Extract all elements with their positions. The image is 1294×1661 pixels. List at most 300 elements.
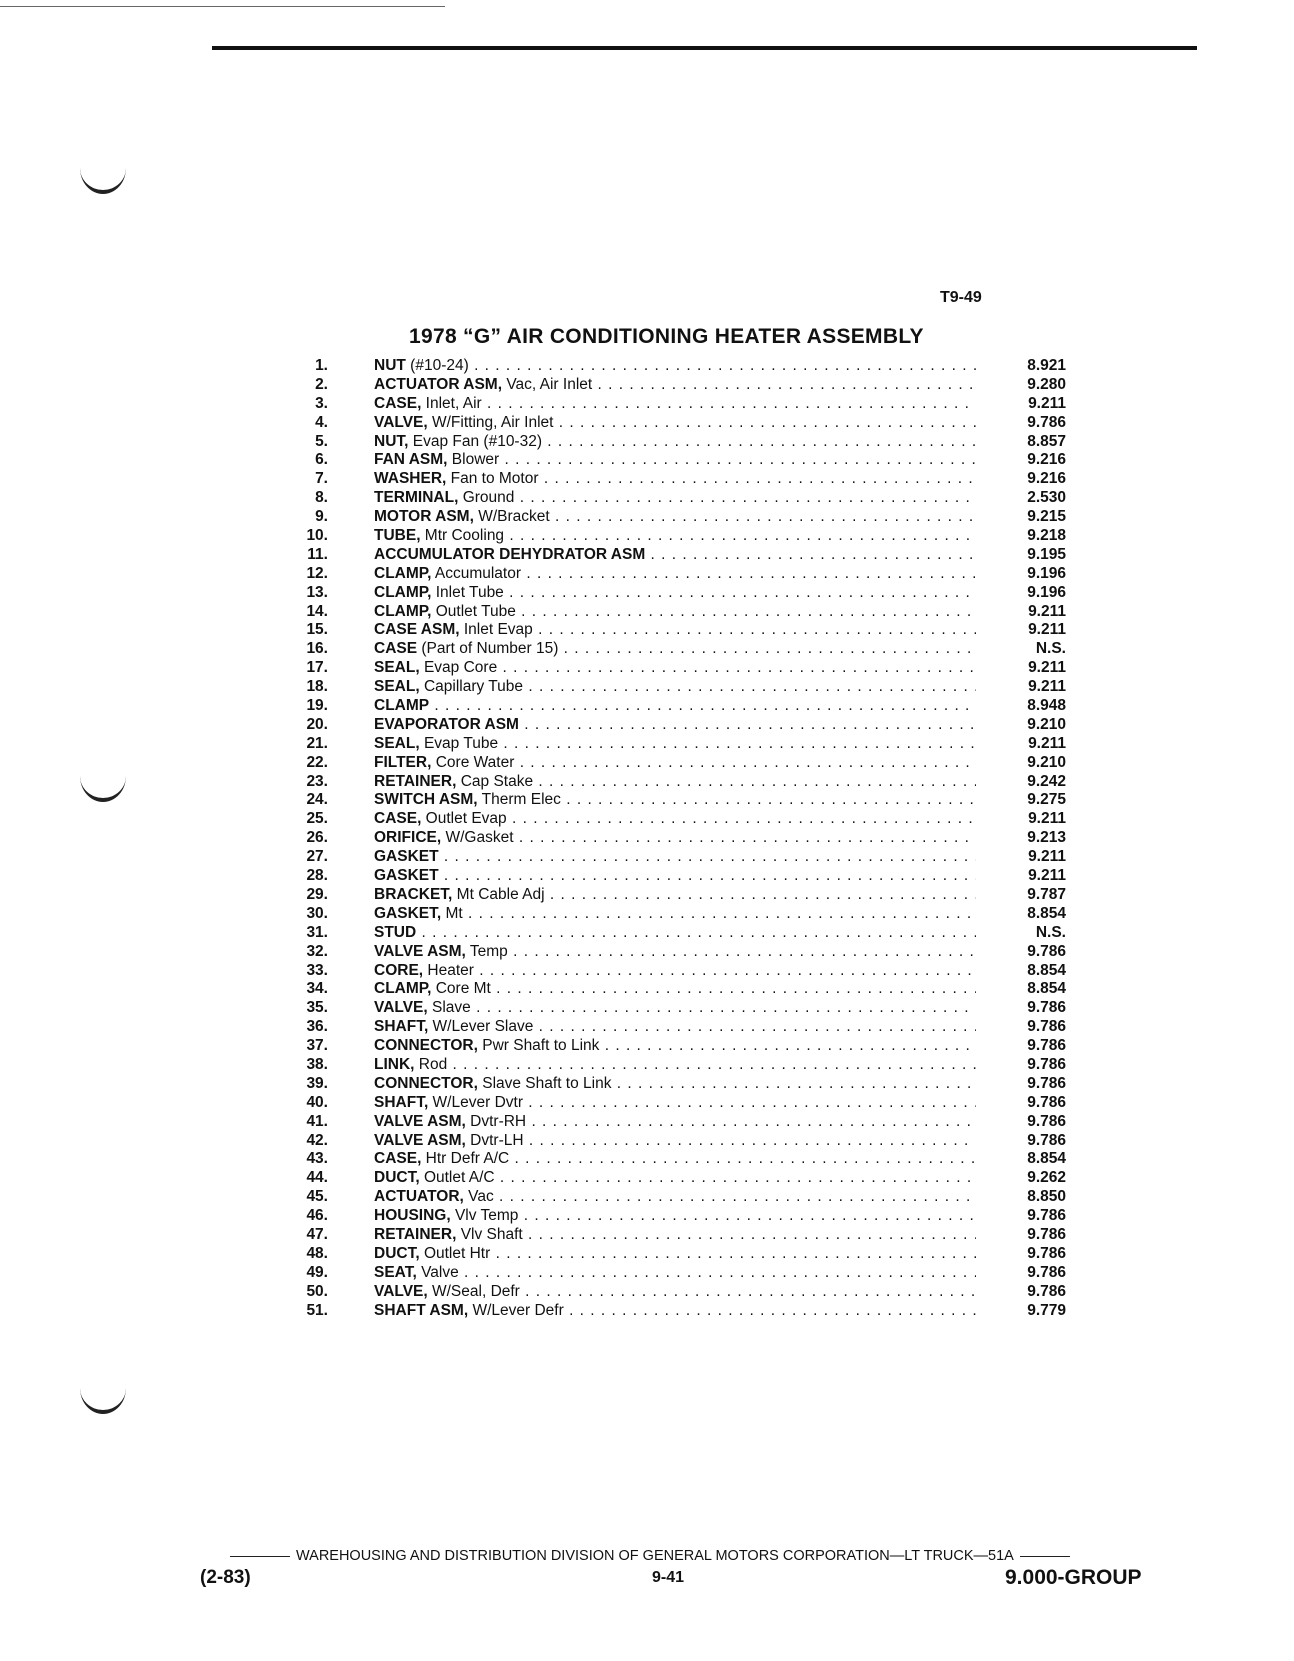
part-name: CORE, [374,961,424,979]
part-description [374,829,976,848]
part-name: SHAFT, [374,1093,429,1111]
part-name: FILTER, [374,753,432,771]
part-detail: Fan to Motor [446,470,539,488]
part-detail: W/Gasket [441,829,514,847]
part-group-code: 9.196 [1027,583,1066,601]
part-row [290,1207,1080,1226]
part-detail: Vlv Temp [450,1207,519,1225]
part-group-code: 9.211 [1028,678,1066,696]
part-description [374,1150,976,1169]
part-description [374,357,976,376]
part-number: 34. [306,980,328,998]
part-group-code: 9.779 [1027,1301,1066,1319]
part-description [374,546,976,565]
part-row [290,659,1080,678]
part-description [374,1037,976,1056]
part-name: LINK, [374,1055,415,1073]
part-description [374,1264,976,1283]
part-number: 50. [306,1282,328,1300]
part-row [290,414,1080,433]
part-group-code: 9.242 [1027,772,1066,790]
part-detail: (Part of Number 15) [417,640,559,658]
part-name: CONNECTOR, [374,1037,478,1055]
part-detail: Slave Shaft to Link [477,1074,612,1092]
part-number: 33. [306,961,328,979]
part-row [290,962,1080,981]
part-detail: Mtr Cooling [420,527,505,545]
header-rule [212,46,1197,50]
part-number: 38. [306,1055,328,1073]
footer-page-number: 9-41 [652,1569,685,1586]
part-description [374,1056,976,1075]
part-number: 37. [306,1037,328,1055]
part-row [290,640,1080,659]
part-group-code: 9.210 [1027,753,1066,771]
part-group-code: N.S. [1035,923,1066,941]
part-group-code: 8.921 [1027,357,1066,374]
part-row [290,791,1080,810]
part-number: 8. [315,489,328,507]
part-description [374,414,976,433]
part-description [374,603,976,622]
part-row [290,1037,1080,1056]
part-detail: W/Fitting, Air Inlet [427,413,554,431]
part-row [290,716,1080,735]
part-row [290,980,1080,999]
part-name: VALVE, [374,999,428,1017]
part-name: CASE, [374,394,422,412]
part-number: 49. [306,1263,328,1281]
part-name: CASE ASM, [374,621,460,639]
part-row [290,470,1080,489]
part-description [374,565,976,584]
part-row [290,1056,1080,1075]
part-number: 32. [306,942,328,960]
part-description [374,1283,976,1302]
part-number: 31. [306,923,328,941]
part-number: 51. [306,1301,328,1319]
part-group-code: 9.211 [1028,602,1066,620]
part-description [374,773,976,792]
part-detail: Outlet A/C [419,1169,495,1187]
part-group-code: 8.857 [1027,432,1066,450]
part-description [374,1245,976,1264]
part-detail: Accumulator [431,564,522,582]
part-group-code: 9.211 [1028,659,1066,677]
part-number: 13. [306,583,328,601]
part-group-code: 9.786 [1027,1037,1066,1055]
part-name: STUD [374,923,417,941]
part-row [290,735,1080,754]
part-group-code: 9.786 [1027,1263,1066,1281]
part-detail: Temp [465,942,508,960]
part-row [290,999,1080,1018]
part-description [374,1226,976,1245]
part-group-code: 9.786 [1027,1244,1066,1262]
part-detail: Evap Tube [419,734,499,752]
part-detail: Htr Defr A/C [421,1150,510,1168]
part-name: CLAMP, [374,564,432,582]
part-detail: Core Water [431,753,515,771]
part-name: SEAL, [374,678,420,696]
part-number: 22. [306,753,328,771]
part-name: EVAPORATOR ASM [374,715,519,733]
part-row [290,1113,1080,1132]
footer-division-line [230,1548,1175,1564]
part-row [290,451,1080,470]
part-detail: Blower [447,451,500,469]
part-detail: Evap Fan (#10-32) [408,432,542,450]
part-row [290,1245,1080,1264]
part-detail: Evap Core [419,659,498,677]
part-detail: Cap Stake [456,772,534,790]
part-name: SWITCH ASM, [374,791,478,809]
part-number: 12. [306,564,328,582]
part-row [290,357,1080,376]
part-name: CLAMP, [374,980,432,998]
part-group-code: 9.786 [1027,1074,1066,1092]
part-group-code: 9.280 [1027,375,1066,393]
part-row [290,924,1080,943]
part-description [374,489,976,508]
part-detail: W/Lever Dvtr [428,1093,523,1111]
footer-division: WAREHOUSING AND DISTRIBUTION DIVISION OF GENERAL MOTORS CORPORATION—LT TRUCK—51A [296,1548,1014,1564]
part-number: 14. [306,602,328,620]
part-description [374,1188,976,1207]
part-detail: Capillary Tube [419,678,524,696]
part-row [290,1302,1080,1321]
part-group-code: 9.211 [1028,621,1066,639]
part-row [290,1169,1080,1188]
part-row [290,1150,1080,1169]
part-number: 26. [306,829,328,847]
part-group-code: 9.786 [1027,1018,1066,1036]
part-group-code: 9.786 [1027,1282,1066,1300]
part-name: SEAL, [374,659,420,677]
part-description [374,640,976,659]
part-group-code: 9.786 [1027,413,1066,431]
part-description [374,659,976,678]
part-number: 2. [315,375,328,393]
part-number: 40. [306,1093,328,1111]
part-row [290,546,1080,565]
part-description [374,999,976,1018]
part-number: 15. [306,621,328,639]
part-number: 21. [306,734,328,752]
part-name: NUT, [374,432,409,450]
part-number: 42. [306,1131,328,1149]
part-group-code: 9.786 [1027,942,1066,960]
part-group-code: 9.275 [1027,791,1066,809]
part-name: GASKET, [374,904,442,922]
part-description [374,905,976,924]
part-group-code: 8.850 [1027,1188,1066,1206]
part-number: 9. [315,508,328,526]
part-detail: W/Seal, Defr [427,1282,520,1300]
part-group-code: 9.218 [1027,527,1066,545]
part-row [290,1264,1080,1283]
part-group-code: 9.787 [1027,885,1066,903]
binder-hole-mark [80,1388,126,1414]
part-row [290,1132,1080,1151]
part-group-code: 9.786 [1027,1112,1066,1130]
part-name: DUCT, [374,1169,420,1187]
part-number: 29. [306,885,328,903]
part-description [374,716,976,735]
part-row [290,1094,1080,1113]
part-group-code: 8.854 [1027,980,1066,998]
part-detail: Outlet Evap [421,810,507,828]
part-row [290,848,1080,867]
part-row [290,565,1080,584]
binder-hole-mark [80,776,126,802]
part-group-code: 9.210 [1027,715,1066,733]
part-row [290,905,1080,924]
part-detail: Outlet Tube [431,602,516,620]
part-name: TERMINAL, [374,489,459,507]
part-row [290,678,1080,697]
part-group-code: 9.215 [1027,508,1066,526]
part-detail: Valve [416,1263,459,1281]
part-group-code: 9.786 [1027,1225,1066,1243]
part-detail: Vlv Shaft [456,1225,523,1243]
part-description [374,395,976,414]
part-group-code: 9.213 [1027,829,1066,847]
part-group-code: 9.211 [1028,394,1066,412]
part-row [290,621,1080,640]
part-name: ACCUMULATOR DEHYDRATOR ASM [374,545,646,563]
part-row [290,1188,1080,1207]
part-name: ACTUATOR, [374,1188,464,1206]
part-description [374,527,976,546]
part-description [374,810,976,829]
part-name: TUBE, [374,527,421,545]
part-row [290,395,1080,414]
binder-hole-mark [80,168,126,194]
footer-rule [1020,1556,1070,1557]
part-detail: Inlet Evap [459,621,533,639]
part-group-code: 9.211 [1028,867,1066,885]
part-detail: Inlet Tube [431,583,504,601]
part-number: 43. [306,1150,328,1168]
part-detail: Slave [427,999,471,1017]
part-detail: W/Lever Defr [468,1301,564,1319]
part-name: CASE, [374,810,422,828]
part-number: 30. [306,904,328,922]
top-edge-line [0,6,445,7]
part-group-code: 9.786 [1027,999,1066,1017]
part-number: 41. [306,1112,328,1130]
part-group-code: 9.786 [1027,1055,1066,1073]
part-number: 16. [306,640,328,658]
part-group-code: 9.211 [1028,734,1066,752]
part-detail: Dvtr-LH [465,1131,524,1149]
part-group-code: 2.530 [1027,489,1066,507]
page-code: T9-49 [940,289,982,306]
part-description [374,451,976,470]
part-detail: Mt Cable Adj [452,885,545,903]
part-description [374,584,976,603]
part-row [290,1283,1080,1302]
part-name: WASHER, [374,470,447,488]
footer-date: (2-83) [200,1567,251,1588]
part-detail: (#10-24) [405,357,469,374]
part-row [290,697,1080,716]
part-row [290,1075,1080,1094]
part-detail: Vac [463,1188,494,1206]
part-number: 1. [315,357,328,374]
part-description [374,924,976,943]
part-name: GASKET [374,867,439,885]
part-detail: Mt [441,904,463,922]
part-name: SEAT, [374,1263,417,1281]
part-description [374,1094,976,1113]
part-number: 25. [306,810,328,828]
part-row [290,886,1080,905]
part-row [290,489,1080,508]
part-number: 39. [306,1074,328,1092]
part-detail: Dvtr-RH [465,1112,527,1130]
part-row [290,829,1080,848]
part-name: VALVE ASM, [374,1131,466,1149]
part-description [374,1113,976,1132]
part-number: 28. [306,867,328,885]
part-description [374,678,976,697]
part-number: 46. [306,1207,328,1225]
part-description [374,848,976,867]
part-number: 19. [306,697,328,715]
part-number: 24. [306,791,328,809]
part-name: ACTUATOR ASM, [374,375,503,393]
part-group-code: 8.854 [1027,961,1066,979]
part-group-code: 9.786 [1027,1131,1066,1149]
part-name: RETAINER, [374,772,457,790]
part-row [290,433,1080,452]
page-title: 1978 “G” AIR CONDITIONING HEATER ASSEMBLY [409,325,924,348]
part-name: VALVE ASM, [374,942,466,960]
part-detail: Pwr Shaft to Link [477,1037,600,1055]
part-description [374,962,976,981]
part-name: FAN ASM, [374,451,448,469]
part-number: 47. [306,1225,328,1243]
part-row [290,376,1080,395]
part-name: VALVE, [374,413,428,431]
part-description [374,886,976,905]
part-detail: Outlet Htr [419,1244,491,1262]
part-group-code: 9.262 [1027,1169,1066,1187]
part-name: DUCT, [374,1244,420,1262]
part-name: CASE, [374,1150,422,1168]
part-number: 44. [306,1169,328,1187]
part-number: 6. [315,451,328,469]
part-description [374,1018,976,1037]
part-description [374,1075,976,1094]
part-number: 10. [306,527,328,545]
part-row [290,810,1080,829]
part-description [374,867,976,886]
part-description [374,1302,976,1321]
part-number: 35. [306,999,328,1017]
part-number: 36. [306,1018,328,1036]
part-description [374,735,976,754]
part-row [290,773,1080,792]
part-description [374,943,976,962]
part-number: 20. [306,715,328,733]
part-name: VALVE ASM, [374,1112,466,1130]
part-number: 11. [307,545,328,563]
part-number: 4. [315,413,328,431]
part-number: 17. [306,659,328,677]
part-description [374,376,976,395]
part-row [290,867,1080,886]
part-number: 23. [306,772,328,790]
part-name: VALVE, [374,1282,428,1300]
part-group-code: 9.211 [1028,810,1066,828]
part-row [290,1018,1080,1037]
part-row [290,603,1080,622]
part-row [290,527,1080,546]
part-detail: Ground [458,489,515,507]
part-row [290,508,1080,527]
part-description [374,621,976,640]
part-name: CONNECTOR, [374,1074,478,1092]
part-group-code: 9.216 [1027,470,1066,488]
part-description [374,1132,976,1151]
part-row [290,584,1080,603]
part-detail: W/Bracket [473,508,550,526]
part-number: 7. [315,470,328,488]
part-detail: W/Lever Slave [428,1018,534,1036]
part-description [374,433,976,452]
part-name: CLAMP, [374,583,432,601]
part-number: 45. [306,1188,328,1206]
part-group-code: 9.786 [1027,1093,1066,1111]
part-detail: Vac, Air Inlet [502,375,593,393]
part-description [374,508,976,527]
part-row [290,943,1080,962]
part-name: RETAINER, [374,1225,457,1243]
part-description [374,1207,976,1226]
part-group-code: 9.216 [1027,451,1066,469]
part-name: NUT [374,357,406,374]
part-row [290,1226,1080,1245]
part-group-code: 9.195 [1027,545,1066,563]
part-number: 48. [306,1244,328,1262]
part-name: CASE [374,640,418,658]
part-number: 27. [306,848,328,866]
part-detail: Therm Elec [477,791,561,809]
part-group-code: 8.854 [1027,904,1066,922]
footer-rule [230,1556,290,1557]
part-name: MOTOR ASM, [374,508,474,526]
part-name: SEAL, [374,734,420,752]
part-number: 18. [306,678,328,696]
part-name: SHAFT, [374,1018,429,1036]
part-name: CLAMP, [374,602,432,620]
part-detail: Core Mt [431,980,491,998]
part-name: GASKET [374,848,439,866]
part-description [374,1169,976,1188]
part-detail: Rod [414,1055,448,1073]
part-group-code: 9.196 [1027,564,1066,582]
part-description [374,754,976,773]
part-detail: Heater [423,961,474,979]
part-group-code: 8.854 [1027,1150,1066,1168]
part-row [290,754,1080,773]
part-description [374,980,976,999]
part-name: BRACKET, [374,885,453,903]
part-number: 5. [315,432,328,450]
